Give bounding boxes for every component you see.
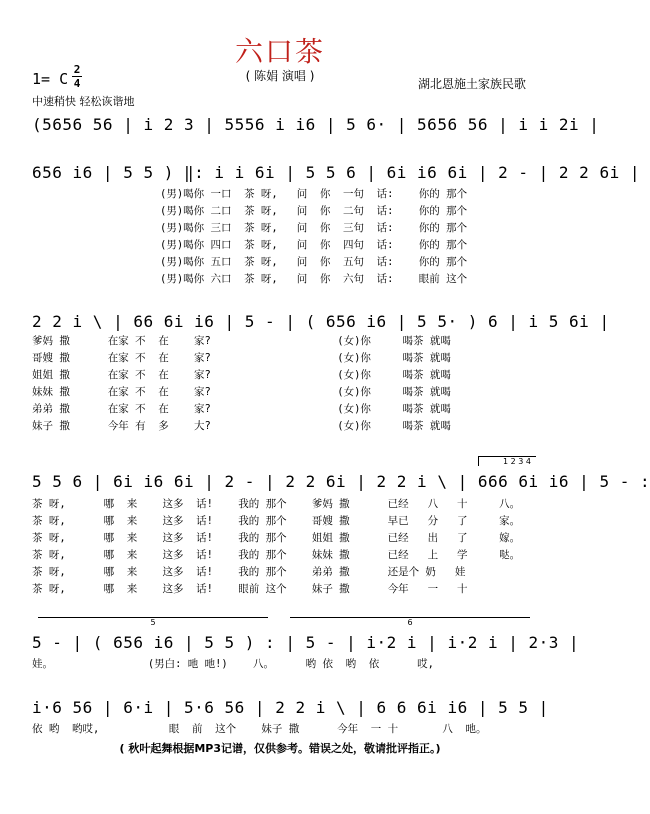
lyric-verse-6: 妹子 撒 今年 有 多 大? (女)你 喝茶 就喝: [32, 420, 451, 432]
lyric-verse-3: 姐姐 撒 在家 不 在 家? (女)你 喝茶 就喝: [32, 369, 451, 381]
lyric-verse-1: 茶 呀, 哪 来 这多 话! 我的 那个 爹妈 撒 已经 八 十 八。: [32, 498, 521, 510]
lyric-verse-2: (男)喝你 二口 茶 呀, 问 你 二句 话: 你的 那个: [160, 205, 468, 217]
lyric-verse-4: 茶 呀, 哪 来 这多 话! 我的 那个 妹妹 撒 已经 上 学 哒。: [32, 549, 521, 561]
system-6-notes: i·6 56 | 6·i | 5·6 56 | 2 2 i \ | 6 6 6i i6 | 5 5 |: [32, 698, 549, 717]
system-5-notes: 5 - | ( 656 i6 | 5 5 ) : | 5 - | i·2 i | i·2 i | 2·3 |: [32, 633, 580, 652]
lyric-verse-2: 茶 呀, 哪 来 这多 话! 我的 那个 哥嫂 撒 早已 分 了 家。: [32, 515, 521, 527]
lyric-verse-5: (男)喝你 五口 茶 呀, 问 你 五句 话: 你的 那个: [160, 256, 468, 268]
lyric-verse-6: 茶 呀, 哪 来 这多 话! 眼前 这个 妹子 撒 今年 一 十: [32, 583, 468, 595]
volta-bracket-6: 6: [290, 617, 530, 627]
system-1-notes: (5656 56 | i 2 3 | 5556 i i6 | 5 6· | 5656 56 | i i 2i |: [32, 115, 600, 134]
system-6-lyrics: [32, 721, 487, 738]
song-title: 六口茶: [234, 35, 325, 68]
system-2-lyrics: [160, 186, 467, 288]
system-4-notes: 5 5 6 | 6i i6 6i | 2 - | 2 2 6i | 2 2 i \ | 666 6i i6 | 5 - :: [32, 472, 650, 491]
lyric-verse-1: 爹妈 撒 在家 不 在 家? (女)你 喝茶 就喝: [32, 335, 451, 347]
lyric-verse-1: (男)喝你 一口 茶 呀, 问 你 一句 话: 你的 那个: [160, 188, 468, 200]
lyric-verse-5: 弟弟 撒 在家 不 在 家? (女)你 喝茶 就喝: [32, 403, 451, 415]
system-4-lyrics: [32, 496, 520, 598]
lyric-verse-5: 茶 呀, 哪 来 这多 话! 我的 那个 弟弟 撒 还是个 奶 娃: [32, 566, 466, 578]
lyric-verse-3: (男)喝你 三口 茶 呀, 问 你 三句 话: 你的 那个: [160, 222, 468, 234]
singer-credit: ( 陈娟 演唱 ): [245, 69, 315, 83]
lyric-line: 依 哟 哟哎, 眼 前 这个 妹子 撒 今年 一 十 八 吔。: [32, 723, 487, 735]
key-signature: 1= C: [32, 70, 69, 88]
volta-bracket-5: 5: [38, 617, 268, 627]
lyric-verse-2: 哥嫂 撒 在家 不 在 家? (女)你 喝茶 就喝: [32, 352, 451, 364]
time-signature: [72, 64, 82, 89]
lyric-verse-4: (男)喝你 四口 茶 呀, 问 你 四句 话: 你的 那个: [160, 239, 468, 251]
tempo-marking: 中速稍快 轻松诙谐地: [32, 95, 135, 108]
lyric-verse-6: (男)喝你 六口 茶 呀, 问 你 六句 话: 眼前 这个: [160, 273, 468, 285]
meter-top: 2: [73, 63, 81, 76]
system-5-lyrics: [32, 656, 434, 673]
song-origin: 湖北恩施土家族民歌: [418, 77, 527, 91]
meter-bottom: 4: [73, 77, 81, 90]
system-3-lyrics: [32, 333, 451, 435]
transcription-note: ( 秋叶起舞根据MP3记谱，仅供参考。错误之处，敬请批评指正。): [119, 742, 441, 755]
lyric-line: 娃。 (男白: 吔 吔!) 八。 哟 依 哟 依 哎,: [32, 658, 435, 670]
system-3-notes: 2 2 i \ | 66 6i i6 | 5 - | ( 656 i6 | 5 5· ) 6 | i 5 6i |: [32, 312, 610, 331]
lyric-verse-3: 茶 呀, 哪 来 这多 话! 我的 那个 姐姐 撒 已经 出 了 嫁。: [32, 532, 521, 544]
system-2-notes: 656 i6 | 5 5 ) ‖: i i 6i | 5 5 6 | 6i i6 6i | 2 - | 2 2 6i |: [32, 163, 640, 182]
volta-bracket-1234: 1 2 3 4: [478, 456, 536, 466]
lyric-verse-4: 妹妹 撒 在家 不 在 家? (女)你 喝茶 就喝: [32, 386, 451, 398]
